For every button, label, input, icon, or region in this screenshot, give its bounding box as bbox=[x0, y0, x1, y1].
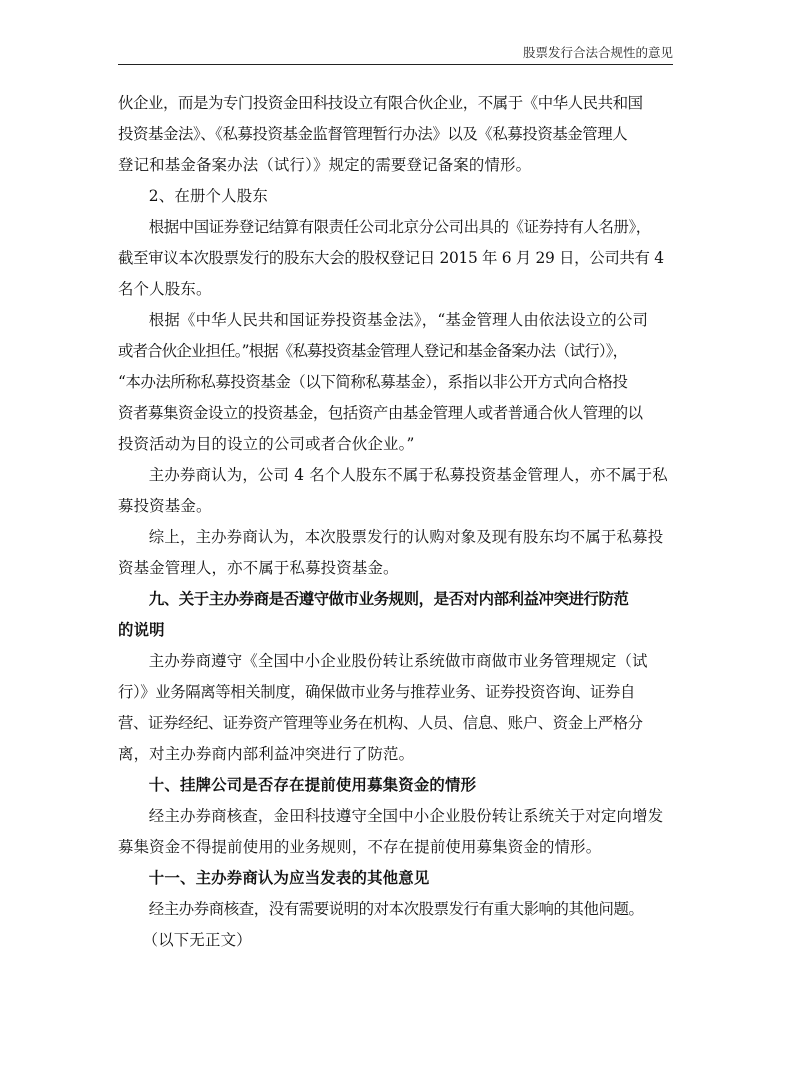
text-line: “本办法所称私募投资基金（以下简称私募基金），系指以非公开方式向合格投 bbox=[118, 373, 628, 391]
document-body bbox=[118, 88, 674, 956]
body-paragraph bbox=[118, 646, 674, 770]
section-heading-raised-funds bbox=[118, 770, 674, 801]
text-line: 主办券商遵守《全国中小企业股份转让系统做市商做市业务管理规定（试 bbox=[148, 652, 648, 670]
text-line: 十、挂牌公司是否存在提前使用募集资金的情形 bbox=[148, 776, 477, 794]
body-paragraph bbox=[118, 801, 674, 863]
body-paragraph bbox=[118, 460, 674, 522]
text-line: 十一、主办券商认为应当发表的其他意见 bbox=[148, 869, 430, 887]
text-line: 经主办券商核查，没有需要说明的对本次股票发行有重大影响的其他问题。 bbox=[148, 900, 644, 918]
text-line: 募投资基金。 bbox=[118, 497, 212, 515]
body-paragraph bbox=[118, 522, 674, 584]
text-line: 营、证券经纪、证券资产管理等业务在机构、人员、信息、账户、资金上严格分 bbox=[118, 714, 643, 732]
text-line: 经主办券商核查，金田科技遵守全国中小企业股份转让系统关于对定向增发 bbox=[148, 807, 664, 825]
text-line: 资基金管理人，亦不属于私募投资基金。 bbox=[118, 559, 399, 577]
body-paragraph-continued bbox=[118, 88, 674, 181]
text-line: 根据中国证券登记结算有限责任公司北京分公司出具的《证券持有人名册》， bbox=[148, 218, 651, 236]
running-header-title: 股票发行合法合规性的意见 bbox=[522, 45, 673, 60]
text-line: 综上，主办券商认为，本次股票发行的认购对象及现有股东均不属于私募投 bbox=[148, 528, 664, 546]
text-line: 登记和基金备案办法（试行）》规定的需要登记备案的情形。 bbox=[118, 156, 532, 174]
text-line: 伙企业，而是为专门投资金田科技设立有限合伙企业，不属于《中华人民共和国 bbox=[118, 94, 643, 112]
text-line: 名个人股东。 bbox=[118, 280, 212, 298]
section-heading-market-making bbox=[118, 584, 674, 646]
text-line: 募集资金不得提前使用的业务规则，不存在提前使用募集资金的情形。 bbox=[118, 838, 602, 856]
end-of-text-note bbox=[118, 925, 674, 956]
text-line: 或者合伙企业担任。”根据《私募投资基金管理人登记和基金备案办法（试行）》， bbox=[118, 342, 628, 360]
body-paragraph bbox=[118, 305, 674, 460]
text-line: 根据《中华人民共和国证券投资基金法》，“基金管理人由依法设立的公司 bbox=[148, 311, 649, 329]
text-line: 行）》业务隔离等相关制度，确保做市业务与推荐业务、证券投资咨询、证券自 bbox=[118, 683, 635, 701]
text-line: （以下无正文） bbox=[142, 931, 252, 949]
text-line: 投资活动为目的设立的公司或者合伙企业。” bbox=[118, 435, 415, 453]
body-paragraph bbox=[118, 212, 674, 305]
text-line: 截至审议本次股票发行的股东大会的股权登记日 2015 年 6 月 29 日，公司共有 4 bbox=[118, 249, 664, 267]
section-heading-other-opinions bbox=[118, 863, 674, 894]
text-line: 九、关于主办券商是否遵守做市业务规则，是否对内部利益冲突进行防范 bbox=[148, 590, 629, 608]
text-line: 主办券商认为，公司 4 名个人股东不属于私募投资基金管理人，亦不属于私 bbox=[148, 466, 668, 484]
subheading-individual-shareholders bbox=[118, 181, 674, 212]
body-paragraph bbox=[118, 894, 674, 925]
text-line: 离，对主办券商内部利益冲突进行了防范。 bbox=[118, 745, 415, 763]
text-line: 2、在册个人股东 bbox=[148, 187, 268, 205]
running-header bbox=[118, 42, 673, 65]
text-line: 的说明 bbox=[118, 621, 165, 639]
text-line: 资者募集资金设立的投资基金，包括资产由基金管理人或者普通合伙人管理的以 bbox=[118, 404, 643, 422]
text-line: 投资基金法》、《私募投资基金监督管理暂行办法》以及《私募投资基金管理人 bbox=[118, 125, 628, 143]
